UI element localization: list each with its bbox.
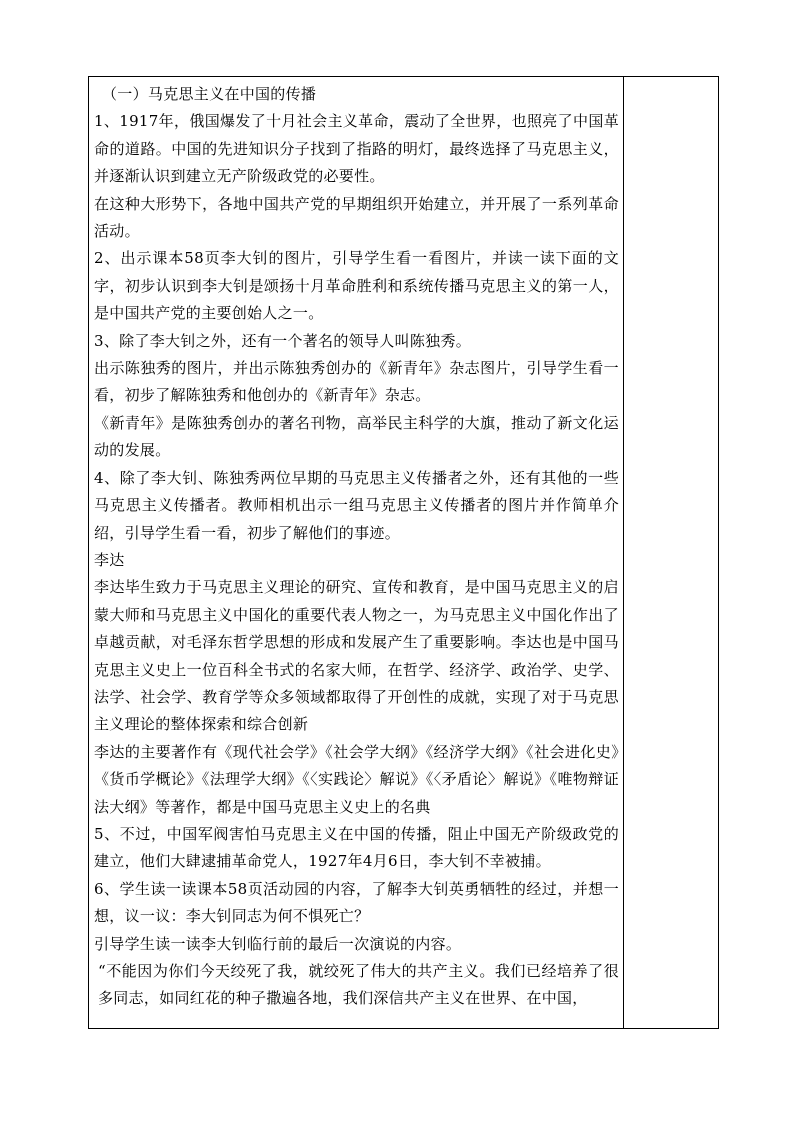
content-body: [94, 81, 619, 1013]
paragraph: 4、除了李大钊、陈独秀两位早期的马克思主义传播者之外，还有其他的一些马克思主义传播者。教师相机出示一组马克思主义传播者的图片并作简单介绍，引导学生看一看，初步了解他们的事迹。: [94, 468, 619, 542]
paragraph: 5、不过，中国军阀害怕马克思主义在中国的传播，阻止中国无产阶级政党的建立，他们大肆逮捕革命党人，1927年4月6日，李大钊不幸被捕。: [94, 824, 619, 871]
paragraph: 出示陈独秀的图片，并出示陈独秀创办的《新青年》杂志图片，引导学生看一看，初步了解陈独秀和他创办的《新青年》杂志。: [94, 359, 619, 405]
paragraph: 在这种大形势下，各地中国共产党的早期组织开始建立，并开展了一系列革命活动。: [94, 194, 619, 241]
paragraph: 李达: [94, 550, 125, 569]
speech-quote: “不能因为你们今天绞死了我，就绞死了伟大的共产主义。我们已经培养了很多同志，如同红花的种子撒遍各地，我们深信共产主义在世界、在中国，: [98, 962, 619, 1008]
lesson-table: [88, 76, 719, 1029]
paragraph: 6、学生读一读课本58页活动园的内容，了解李大钊英勇牺牲的经过，并想一想，议一议：李大钊同志为何不惧死亡？: [94, 879, 619, 926]
paragraph: 2、出示课本58页李大钊的图片，引导学生看一看图片，并读一读下面的文字，初步认识到李大钊是颂扬十月革命胜利和系统传播马克思主义的第一人，是中国共产党的主要创始人之一。: [94, 249, 619, 323]
paragraph: 1、1917年，俄国爆发了十月社会主义革命，震动了全世界，也照亮了中国革命的道路。中国的先进知识分子找到了指路的明灯，最终选择了马克思主义，并逐渐认识到建立无产阶级政党的必要性。: [94, 112, 619, 186]
section-heading: （一）马克思主义在中国的传播: [102, 85, 317, 103]
paragraph: 《新青年》是陈独秀创办的著名刊物，高举民主科学的大旗，推动了新文化运动的发展。: [94, 413, 619, 460]
paragraph: 李达的主要著作有《现代社会学》《社会学大纲》《经济学大纲》《社会进化史》《货币学概论》《法理学大纲》《〈实践论〉解说》《〈矛盾论〉解说》《唯物辩证法大纲》等著作，都是中国马克思主义史上的名典: [94, 742, 619, 816]
paragraph: 引导学生读一读李大钊临行前的最后一次演说的内容。: [94, 934, 462, 953]
notes-cell: [624, 77, 718, 1028]
paragraph: 李达毕生致力于马克思主义理论的研究、宣传和教育，是中国马克思主义的启蒙大师和马克思主义中国化的重要代表人物之一，为马克思主义中国化作出了卓越贡献，对毛泽东哲学思想的形成和发展产生了重要影响。李达也是中国马克思主义史上一位百科全书式的名家大师，在哲学、经济学、政治学、史学、法学、社会学、教育学等众多领域都取得了开创性的成就，实现了对于马克思主义理论的整体探索和综合创新: [94, 578, 619, 734]
content-cell: [89, 77, 624, 1028]
paragraph: 3、除了李大钊之外，还有一个著名的领导人叫陈独秀。: [94, 331, 472, 350]
